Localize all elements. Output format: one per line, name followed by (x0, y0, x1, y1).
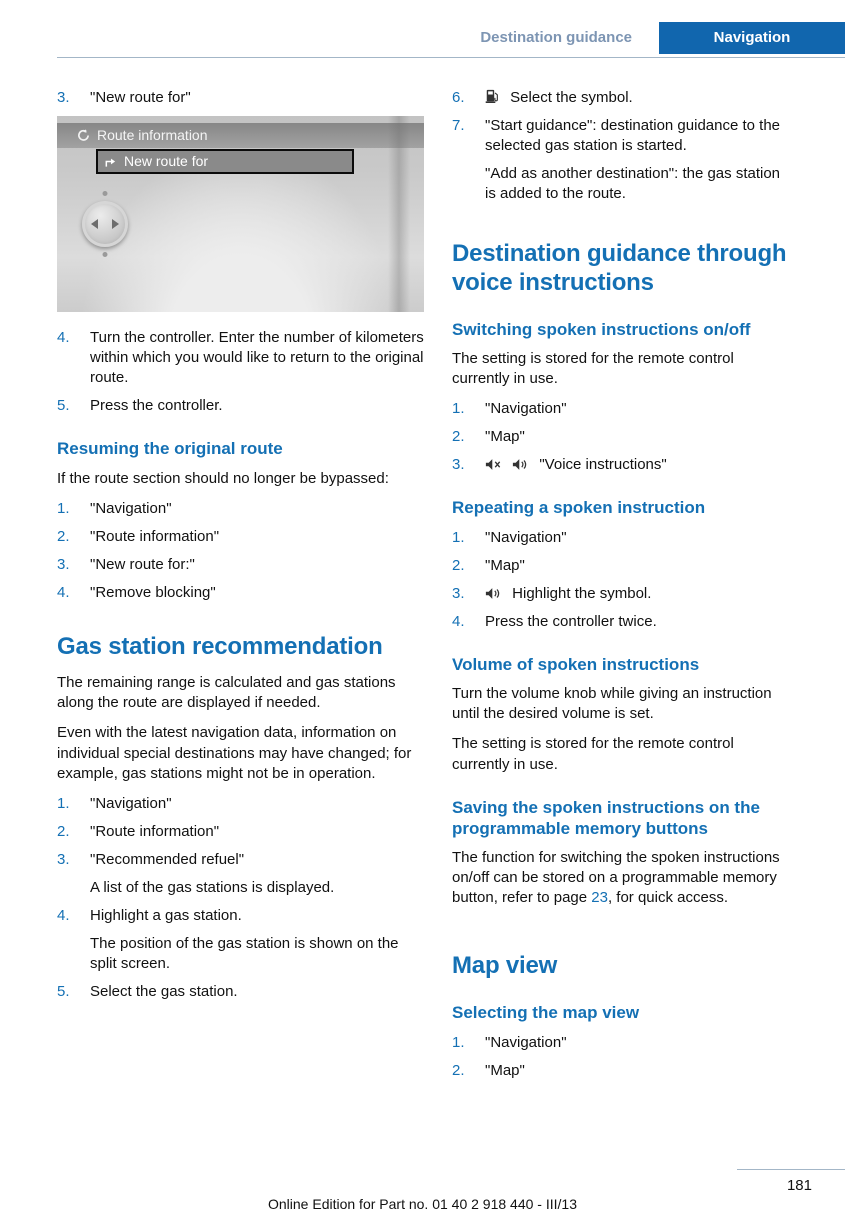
chapter-heading: Destination guidance through voice instructions (452, 240, 787, 296)
section-heading: Selecting the map view (452, 1003, 640, 1023)
step-label: "New route for:" (90, 556, 195, 573)
step-label: "Remove blocking" (90, 584, 216, 602)
step-label: Press the controller twice. (485, 612, 657, 630)
step-number: 5. (57, 983, 70, 1001)
step-number: 6. (452, 89, 465, 106)
section-heading: Switching spoken instructions on/off (452, 319, 751, 339)
step-number: 3. (57, 556, 70, 573)
list-item (452, 584, 788, 604)
step-label: "Recommended refuel" (90, 850, 245, 868)
knob-top-dot (103, 191, 108, 196)
paragraph: If the route section should no longer be bypassed: (57, 469, 389, 487)
idrive-screen-image (57, 116, 424, 312)
step-text: Highlight the symbol. (512, 584, 652, 602)
paragraph: The remaining range is calculated and gas stations along the route are displayed if needed. (57, 674, 396, 712)
content-columns (0, 88, 845, 1089)
step-label: "Start guidance": destination guidance to the selected gas station is started. (485, 117, 781, 155)
step-number: 4. (57, 907, 70, 925)
step-label: "Navigation" (485, 400, 567, 418)
list-item (57, 850, 424, 870)
page-number: 181 (786, 1176, 812, 1194)
gas-pump-icon (485, 88, 499, 108)
list-item (452, 556, 788, 576)
step-number: 4. (57, 329, 70, 347)
list-item (452, 1033, 788, 1053)
step-number: 1. (57, 794, 70, 812)
step-label (485, 584, 788, 604)
list-item (452, 455, 788, 475)
route-circular-arrow-icon (77, 126, 90, 145)
screen-menu-item (96, 149, 354, 174)
step-label: Press the controller. (90, 397, 223, 415)
page-reference-link[interactable]: 23 (591, 889, 608, 907)
list-item (57, 88, 424, 108)
step-label: "New route for" (90, 89, 191, 106)
step-number: 1. (452, 528, 465, 546)
step-label: "Route information" (90, 527, 220, 545)
step-label: "Navigation" (90, 499, 172, 517)
list-item (57, 555, 424, 575)
step-number: 2. (452, 556, 465, 574)
section-heading: Resuming the original route (57, 439, 283, 459)
list-item (452, 116, 788, 156)
paragraph-text: , for quick access. (607, 889, 728, 907)
list-item (57, 499, 424, 519)
list-item (57, 822, 424, 842)
step-label: "Navigation" (90, 794, 172, 812)
speaker-muted-icon (485, 455, 501, 475)
section-heading: Saving the spoken instructions on the programmable memory buttons (452, 797, 760, 838)
step-number: 2. (452, 1061, 465, 1079)
step-label: "Map" (485, 556, 525, 574)
step-number: 7. (452, 117, 465, 135)
list-item (452, 88, 788, 108)
step-text: "Voice instructions" (539, 456, 667, 474)
step-note: "Add as another destination": the gas station is added to the route. (485, 165, 781, 203)
step-number: 2. (452, 428, 465, 446)
list-item (452, 399, 788, 419)
step-number: 1. (452, 400, 465, 418)
screen-trim (388, 116, 410, 312)
list-item (57, 982, 424, 1002)
section-title: Destination guidance (480, 28, 632, 46)
screen-titlebar (57, 123, 424, 148)
list-item (452, 528, 788, 548)
route-arrow-icon (104, 152, 117, 171)
step-note: A list of the gas stations is displayed. (90, 879, 335, 897)
speaker-icon (512, 455, 528, 475)
step-label: Turn the controller. Enter the number of kilometers within which you would like to return to the original route. (90, 329, 424, 387)
header-rule (57, 57, 845, 58)
section-heading: Repeating a spoken instruction (452, 498, 706, 518)
step-note: The position of the gas station is shown on the split screen. (90, 935, 399, 973)
step-number: 3. (452, 584, 465, 602)
paragraph: The setting is stored for the remote control currently in use. (452, 349, 734, 387)
list-item (57, 396, 424, 416)
screen-menu-item-label: New route for (124, 153, 209, 170)
knob-left-arrow-icon (91, 219, 98, 229)
controller-knob (82, 201, 128, 247)
right-column (452, 88, 788, 1089)
list-item (452, 1061, 788, 1081)
paragraph: Turn the volume knob while giving an instruction until the desired volume is set. (452, 685, 772, 723)
list-item (452, 612, 788, 632)
step-number: 4. (57, 584, 70, 602)
step-number: 3. (57, 89, 70, 106)
knob-right-arrow-icon (112, 219, 119, 229)
page-header (0, 22, 845, 54)
paragraph-text: The function for switching the spoken instructions on/off can be stored on a programmable memory button, refer to page (452, 849, 780, 907)
step-label (485, 455, 788, 475)
step-label: "Navigation" (485, 528, 567, 546)
list-item (57, 583, 424, 603)
list-item (452, 427, 788, 447)
step-number: 3. (452, 456, 465, 474)
edition-footer: Online Edition for Part no. 01 40 2 918 440 - III/13 (268, 1196, 577, 1213)
page-number-rule (737, 1169, 845, 1170)
left-column (57, 88, 424, 1089)
step-number: 1. (452, 1033, 465, 1051)
chapter-heading: Map view (452, 952, 558, 980)
step-label: "Map" (485, 428, 525, 446)
knob-bottom-dot (103, 252, 108, 257)
step-number: 1. (57, 499, 70, 517)
chapter-heading: Gas station recommendation (57, 633, 383, 661)
paragraph (452, 848, 788, 908)
step-label: "Route information" (90, 822, 220, 840)
speaker-icon (485, 584, 501, 604)
step-number: 4. (452, 612, 465, 630)
step-label: "Navigation" (485, 1033, 567, 1051)
section-heading: Volume of spoken instructions (452, 654, 700, 674)
step-label: Highlight a gas station. (90, 907, 242, 925)
list-item (57, 794, 424, 814)
step-number: 2. (57, 527, 70, 545)
step-label (485, 88, 788, 108)
step-number: 5. (57, 397, 70, 415)
list-item (57, 906, 424, 926)
step-label: "Map" (485, 1061, 525, 1079)
screen-title-label: Route information (97, 127, 208, 144)
step-label: Select the gas station. (90, 983, 238, 1001)
paragraph: Even with the latest navigation data, information on individual special destinations may have changed; for example, gas stations might not be in operation. (57, 724, 412, 782)
paragraph: The setting is stored for the remote control currently in use. (452, 735, 734, 773)
step-number: 2. (57, 822, 70, 840)
step-number: 3. (57, 850, 70, 868)
list-item (57, 328, 424, 388)
step-text: Select the symbol. (510, 89, 633, 106)
list-item (57, 527, 424, 547)
chapter-badge: Navigation (659, 22, 845, 54)
